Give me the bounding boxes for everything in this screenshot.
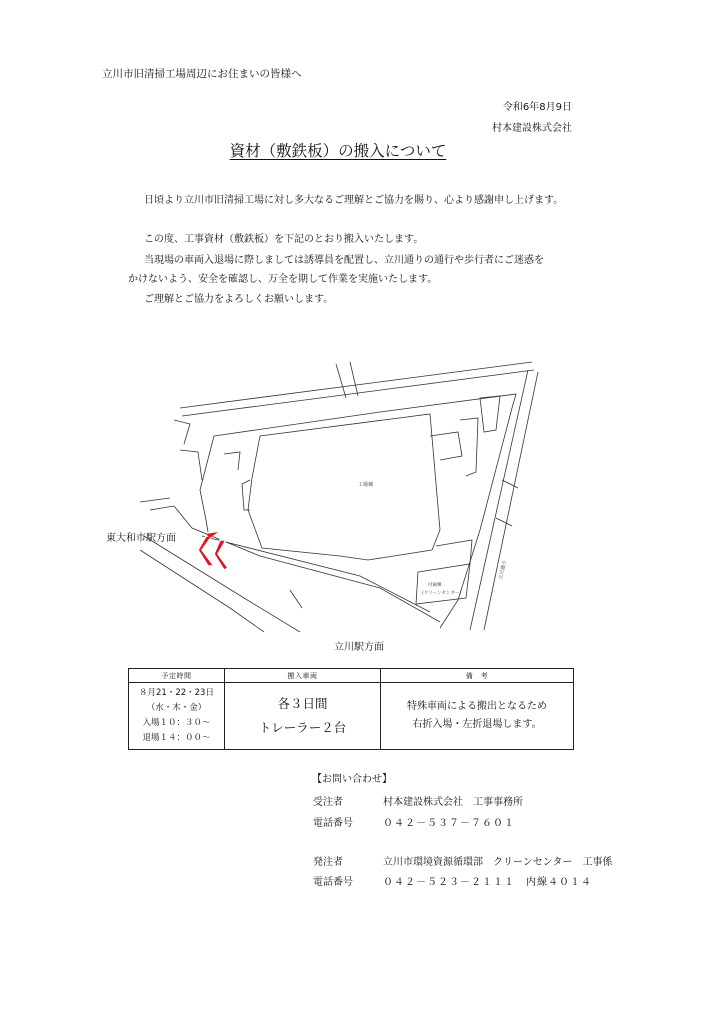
west-direction-label: 東大和市駅方面	[106, 533, 176, 544]
remarks-line-2: 右折入場・左折退場します。	[412, 719, 542, 730]
time-entry: 入場１０：３０～	[142, 718, 211, 728]
factory-building	[248, 414, 440, 560]
header-remarks: 備 考	[381, 669, 574, 683]
entry-arrows	[198, 536, 228, 570]
body-line-1: この度、工事資材（敷鉄板）を下記のとおり搬入いたします。	[144, 234, 424, 245]
time-cell	[129, 683, 225, 750]
header-time: 予定時間	[129, 669, 225, 683]
issuer-company: 村本建設株式会社	[492, 123, 572, 134]
client-phone-label: 電話番号	[313, 877, 353, 888]
exit-arrow-icon	[214, 540, 228, 570]
schedule-row	[129, 683, 574, 750]
time-dates: ８月21・22・23日	[139, 688, 214, 698]
schedule-table	[128, 668, 574, 750]
body-line-4: ご理解とご協力をよろしくお願いします。	[144, 294, 334, 305]
addressee: 立川市旧清掃工場周辺にお住まいの皆様へ	[102, 68, 302, 80]
contact-heading: 【お問い合わせ】	[312, 774, 392, 785]
map-center-label-2: (クリーンセンター)	[422, 591, 462, 596]
site-map	[140, 360, 540, 632]
schedule-header-row	[129, 669, 574, 683]
map-road-right-a	[470, 370, 528, 630]
client-name: 立川市環境資源循環部 クリーンセンター 工事係	[383, 857, 613, 868]
notice-title: 資材（敷鉄板）の搬入について	[229, 142, 447, 160]
contractor-name: 村本建設株式会社 工事事務所	[383, 797, 523, 808]
map-road-north-a	[336, 364, 346, 398]
map-road-top-a	[180, 362, 532, 408]
header-vehicles: 搬入車両	[225, 669, 381, 683]
map-center-label-1: 付属棟	[428, 583, 442, 588]
remarks-cell	[381, 683, 574, 750]
contractor-phone-label: 電話番号	[313, 818, 353, 829]
contractor-label: 受注者	[313, 797, 343, 808]
client-label: 発注者	[313, 857, 343, 868]
time-exit: 退場１４：００～	[142, 733, 211, 743]
vehicles-duration: 各３日間	[277, 696, 328, 711]
south-direction-label: 立川駅方面	[334, 642, 384, 653]
client-phone: ０４２－５２３－２１１１ 内線４０１４	[383, 877, 592, 888]
vehicles-count: トレーラー２台	[258, 720, 347, 735]
map-road-label: 立川通り	[498, 559, 509, 581]
map-factory-label: 工場棟	[358, 482, 374, 488]
time-weekdays: （水・木・金）	[146, 703, 207, 713]
vehicles-cell	[225, 683, 381, 750]
issue-date: 令和6年8月9日	[502, 102, 572, 113]
contractor-phone: ０４２－５３７－７６０１	[383, 818, 515, 829]
entry-arrow-icon	[198, 536, 214, 566]
body-line-3: かけないよう、安全を確認し、万全を期して作業を実施いたします。	[128, 274, 438, 285]
body-line-2: 当現場の車両入退場に際しましては誘導員を配置し、立川通りの通行や歩行者にご迷惑を	[144, 255, 544, 266]
clean-center-building	[416, 564, 470, 604]
body-greeting: 日頃より立川市旧清掃工場に対し多大なるご理解とご協力を賜り、心より感謝申し上げます。	[144, 195, 564, 206]
remarks-line-1: 特殊車両による搬出となるため	[407, 701, 547, 712]
